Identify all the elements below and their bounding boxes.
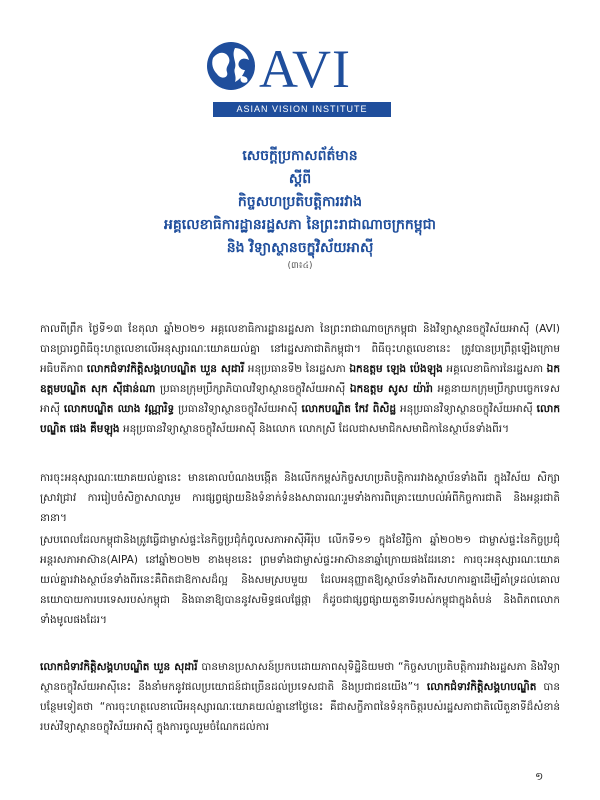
- paragraph-3: ស្របពេលដែលកម្ពុជានិងត្រូវធ្វើជាម្ចាស់ផ្ទះនៃកិច្ចប្រជុំកំពូលសភាអាស៊ីអឺរ៉ុប លើកទី១១ ក្នុងខែវិច្ឆិកា ឆ្នាំ២០២១ ជាម្ចាស់ផ្ទះនៃកិច្ចប្រជុំអន្តរសភាអាស៊ាន(AIPA) នៅឆ្នាំ២០២២ ខាងមុខនេះ ព្រមទាំងជាម្ចាស់ផ្ទះអាស៊ាននាឆ្នាំក្រោយផងដែរនោះ ការចុះអនុស្សារណៈយោគយល់គ្នារវាងស្ថាប័នទាំងពីរនេះគឺពិតជាឱកាសដ៏ល្អ និងសមស្របមួយ ដែលអនុញ្ញាតឱ្យស្ថាប័នទាំងពីរសហការគ្នាដើម្បីគាំទ្រដល់គោលនយោបាយការបរទេសរបស់កម្ពុជា និងធានាឱ្យបាននូវសមិទ្ធផលផ្លែផ្កា ក៏ដូចជាផ្សព្វផ្សាយតួនាទីរបស់កម្ពុជាក្នុងតំបន់ និងពិភពលោកទាំងមូលផងដែរ។: [40, 534, 560, 626]
- p1-text-c: អនុប្រធានទី២ នៃរដ្ឋសភា: [244, 363, 350, 375]
- title-line-4: អគ្គលេខាធិការដ្ឋានរដ្ឋសភា នៃព្រះរាជាណាចក្រកម្ពុជា: [164, 217, 436, 233]
- title-line-2: ស្តីពី: [288, 171, 312, 187]
- avi-logo: [205, 36, 395, 120]
- title-block: [40, 145, 560, 272]
- p1-text-g: ប្រធានក្រុមប្រឹក្សាភិបាលវិទ្យាស្ថានចក្ខុវិស័យអាស៊ី: [155, 383, 350, 395]
- p1-name-sok-siphana: ឯកឧត្តមបណ្ឌិត សុក ស៊ីផាន់ណា: [40, 363, 560, 395]
- p1-name-chheang-vannarith: លោកបណ្ឌិត ឈាង វណ្ណារិទ្ធ: [63, 403, 175, 415]
- logo-subtitle: ASIAN VISION INSTITUTE: [213, 102, 391, 117]
- p4-name-title: លោកជំទាវកិត្តិសង្គហបណ្ឌិត: [426, 681, 537, 693]
- paragraph-1: [40, 319, 560, 439]
- p1-text-o: អនុប្រធានវិទ្យាស្ថានចក្ខុវិស័យអាស៊ី និងលោក លោកស្រី ដែលជាសមាជិកសមាជិកានៃស្ថាប័នទាំងពីរ។: [119, 423, 510, 435]
- p4-text-d: បានបន្ថែមទៀតថា “ការចុះហត្ថលេខាលើអនុស្សារណៈយោគយល់គ្នានៅថ្ងៃនេះ គឺជាសក្ខីភាពនៃទំនុកចិត្តរបស់រដ្ឋសភាជាតិលើតួនាទីដ៏សំខាន់របស់វិទ្យាស្ថានចក្ខុវិស័យអាស៊ី ក្នុងការចូលរួមចំណែកដល់ការ: [40, 681, 560, 733]
- p1-name-pheng-kimlong: លោកបណ្ឌិត ផេង គឹមឡុង: [40, 403, 560, 435]
- p1-name-kao-piseth: លោកបណ្ឌិត កែវ ពិសិដ្ឋ: [301, 403, 397, 415]
- title-line-1: សេចក្តីប្រកាសព័ត៌មាន: [242, 148, 358, 164]
- p1-text-e: អគ្គលេខាធិការនៃរដ្ឋសភា: [442, 363, 547, 375]
- p4-name-sudary: លោកជំទាវកិត្តិសង្គហបណ្ឌិត ឃួន សុដារី: [40, 661, 198, 673]
- p1-text-i: អគ្គនាយកក្រុមប្រឹក្សាបច្ចេកទេសអាស៊ី: [40, 383, 560, 415]
- title-line-3: កិច្ចសហប្រតិបត្តិការរវាង: [237, 194, 363, 210]
- paragraph-4: [40, 657, 560, 737]
- paragraph-2: ការចុះអនុស្សារណៈយោគយល់គ្នានេះ មានគោលបំណងបង្កើត និងលើកកម្ពស់កិច្ចសហប្រតិបត្តិការរវាងស្ថាប័នទាំងពីរ ក្នុងវិស័យ សិក្សា ស្រាវជ្រាវ ការរៀបចំសិក្ខាសាលារួម ការផ្សព្វផ្សាយនិងទំនាក់ទំនងសាធារណៈរួមទាំងការពិគ្រោះយោបល់អំពីកិច្ចការជាតិ និងអន្តរជាតិនានា។: [40, 472, 560, 524]
- p4-text-b: បានមានប្រសាសន៍ប្រកបដោយភាពសុទិដ្ឋិនិយមថា “កិច្ចសហប្រតិបត្តិការរវាងរដ្ឋសភា និងវិទ្យាស្ថានចក្ខុវិស័យអាស៊ីនេះ នឹងនាំមកនូវផលប្រយោជន៍ជាច្រើនដល់ប្រទេសជាតិ និងប្រជាជនយើង”។: [40, 661, 561, 693]
- p1-name-leng-peng-long: ឯកឧត្តម ឡេង ប៉េងឡុង: [349, 363, 443, 375]
- p1-text-a: កាលពីព្រឹក ថ្ងៃទី១៣ ខែតុលា ឆ្នាំ២០២១ អគ្គលេខាធិការដ្ឋានរដ្ឋសភា នៃព្រះរាជាណាចក្រកម្ពុជា និងវិទ្យាស្ថានចក្ខុវិស័យអាស៊ី (AVI) បានប្រារព្ធពិធីចុះហត្ថលេខាលើអនុស្សារណៈយោគយល់គ្នា នៅរដ្ឋសភាជាតិកម្ពុជា។ ពិធីចុះហត្ថលេខានេះ ត្រូវបានប្រព្រឹត្តឡើងក្រោមអធិបតីភាព: [40, 323, 560, 375]
- p1-text-k: ប្រធានវិទ្យាស្ថានចក្ខុវិស័យអាស៊ី: [174, 403, 302, 415]
- page-number: ១: [535, 770, 544, 783]
- title-line-5: និង វិទ្យាស្ថានចក្ខុវិស័យអាស៊ី: [226, 240, 374, 256]
- globe-icon: [205, 36, 257, 96]
- logo-text: AVI: [259, 39, 352, 99]
- p1-name-sos-yara: ឯកឧត្តម សូស យ៉ារ៉ា: [349, 383, 433, 395]
- p1-name-sudary: លោកជំទាវកិត្តិសង្គហបណ្ឌិត ឃួន សុដារី: [86, 363, 245, 375]
- title-ornament: (៣៖៤): [287, 261, 313, 271]
- p1-text-m: អនុប្រធានវិទ្យាស្ថានចក្ខុវិស័យអាស៊ី: [396, 403, 537, 415]
